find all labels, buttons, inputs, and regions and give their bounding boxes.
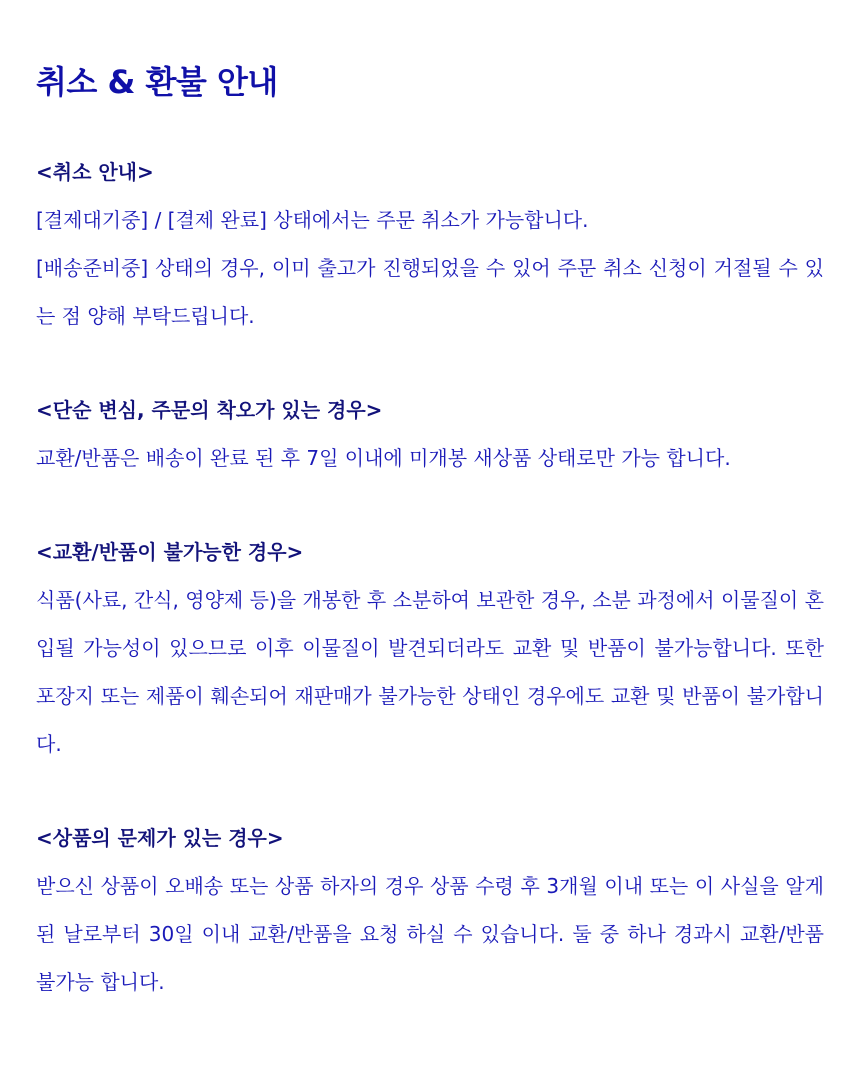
section-cancel-info xyxy=(36,148,824,340)
paragraph: 식품(사료, 간식, 영양제 등)을 개봉한 후 소분하여 보관한 경우, 소분 과정에서 이물질이 혼입될 가능성이 있으므로 이후 이물질이 발견되더라도 교환 및 반품이 불가능합니다. 또한 포장지 또는 제품이 훼손되어 재판매가 불가능한 상태인 경우에도 교환 및 반품이 불가합니다. xyxy=(36,588,824,756)
section-heading: <취소 안내> xyxy=(36,160,154,184)
section-heading: <단순 변심, 주문의 착오가 있는 경우> xyxy=(36,398,383,422)
section-product-defect xyxy=(36,814,824,1006)
section-heading: <교환/반품이 불가능한 경우> xyxy=(36,540,304,564)
page-title: 취소 & 환불 안내 xyxy=(36,63,278,101)
paragraph: 받으신 상품이 오배송 또는 상품 하자의 경우 상품 수령 후 3개월 이내 또는 이 사실을 알게된 날로부터 30일 이내 교환/반품을 요청 하실 수 있습니다. 둘 중 하나 경과시 교환/반품 불가능 합니다. xyxy=(36,874,824,994)
section-heading: <상품의 문제가 있는 경우> xyxy=(36,826,284,850)
section-change-of-mind xyxy=(36,386,824,482)
paragraph: [배송준비중] 상태의 경우, 이미 출고가 진행되었을 수 있어 주문 취소 신청이 거절될 수 있는 점 양해 부탁드립니다. xyxy=(36,256,824,328)
paragraph: [결제대기중] / [결제 완료] 상태에서는 주문 취소가 가능합니다. xyxy=(36,208,589,232)
section-not-returnable xyxy=(36,528,824,768)
paragraph: 교환/반품은 배송이 완료 된 후 7일 이내에 미개봉 새상품 상태로만 가능 합니다. xyxy=(36,446,731,470)
